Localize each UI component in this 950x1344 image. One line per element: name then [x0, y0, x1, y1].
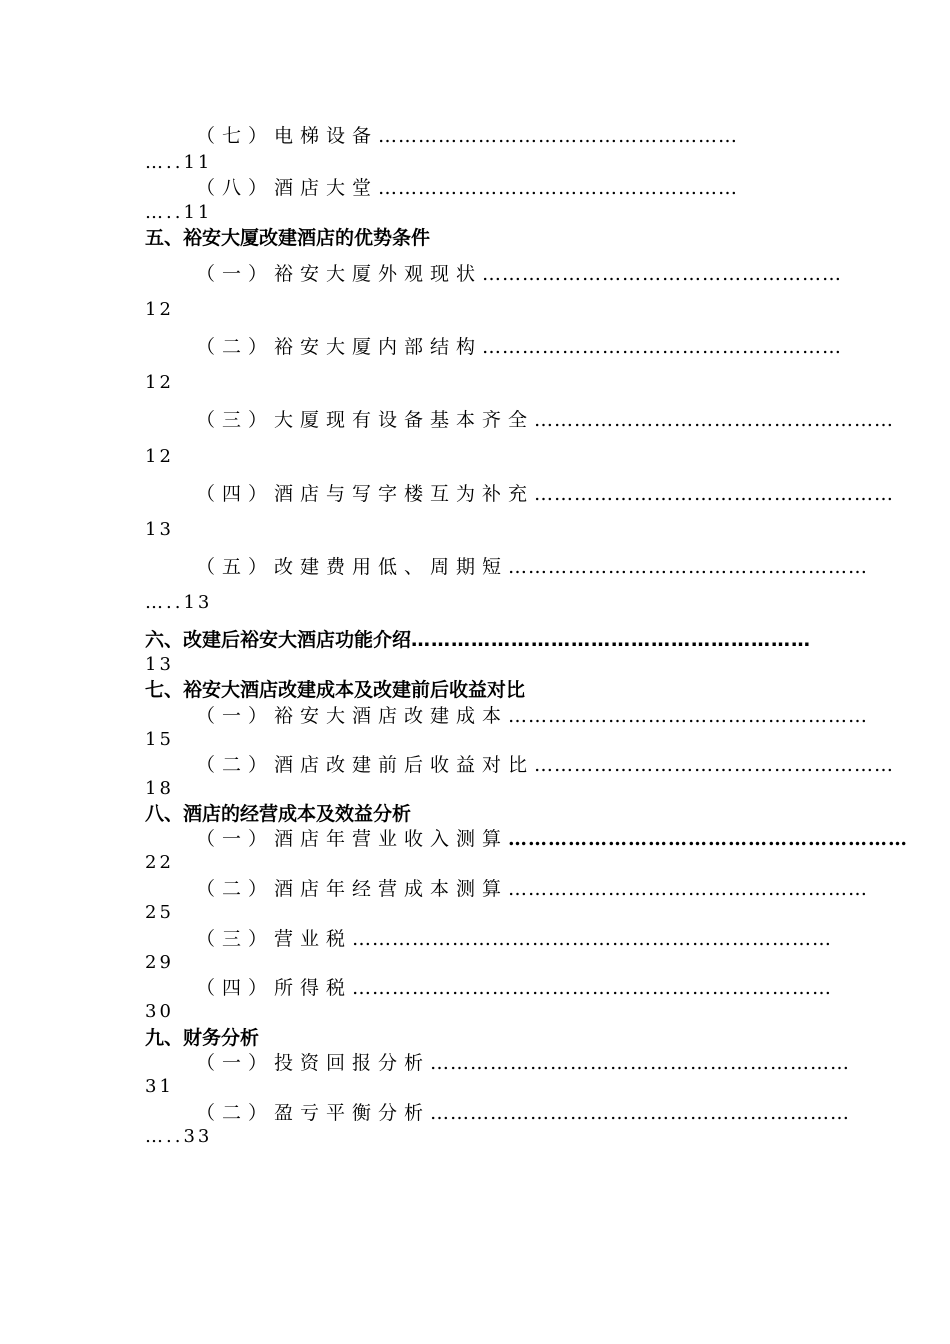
- toc-page-number: 13: [145, 519, 174, 540]
- toc-leader-dots: ………………………………………………………: [430, 1102, 851, 1124]
- toc-entry-8-lobby[interactable]: [196, 176, 805, 200]
- toc-entry-title: （二）裕安大厦内部结构: [196, 336, 483, 358]
- toc-section-7-heading[interactable]: 七、裕安大酒店改建成本及改建前后收益对比: [145, 679, 526, 701]
- toc-entry-title: （三）大厦现有设备基本齐全: [196, 409, 535, 431]
- toc-entry-title: （四）酒店与写字楼互为补充: [196, 483, 535, 505]
- toc-leader-dots: ………………………………………………: [534, 754, 895, 776]
- toc-leader-dots: ………………………………………………: [508, 878, 869, 900]
- toc-page-number: 22: [145, 852, 174, 873]
- toc-section-8-heading[interactable]: 八、酒店的经营成本及效益分析: [145, 803, 412, 825]
- toc-leader-dots: ……………………………………………………: [411, 629, 812, 651]
- toc-entry-title: （二）盈亏平衡分析: [196, 1102, 431, 1124]
- toc-page-number: 31: [145, 1076, 174, 1097]
- toc-leader-dots: ………………………………………………: [482, 336, 843, 358]
- toc-entry-title: （四）所得税: [196, 977, 353, 999]
- toc-entry-title: （七）电梯设备: [196, 125, 379, 147]
- toc-entry-9-2[interactable]: [196, 1101, 851, 1125]
- toc-entry-8-4[interactable]: [196, 976, 833, 1000]
- toc-entry-5-1[interactable]: [196, 262, 843, 286]
- toc-section-5-heading[interactable]: 五、裕安大厦改建酒店的优势条件: [145, 227, 431, 249]
- toc-entry-5-5[interactable]: [196, 555, 869, 579]
- toc-page-number: 18: [145, 778, 174, 799]
- toc-page-number: …..11: [145, 202, 213, 223]
- toc-entry-7-1[interactable]: [196, 704, 869, 728]
- toc-entry-5-4[interactable]: [196, 482, 895, 506]
- toc-page-number: 12: [145, 372, 174, 393]
- toc-leader-dots: ………………………………………………………………: [352, 928, 833, 950]
- toc-entry-title: （一）投资回报分析: [196, 1052, 431, 1074]
- toc-page-number: 13: [145, 654, 174, 675]
- toc-entry-8-2[interactable]: [196, 877, 869, 901]
- toc-page-number: …..33: [145, 1126, 213, 1147]
- toc-entry-9-1[interactable]: [196, 1051, 851, 1075]
- toc-leader-dots: ………………………………………………: [508, 556, 869, 578]
- toc-page-number: 29: [145, 952, 174, 973]
- toc-entry-title: 六、改建后裕安大酒店功能介绍: [145, 629, 412, 651]
- toc-entry-7-2[interactable]: [196, 753, 895, 777]
- toc-section-6[interactable]: [145, 628, 812, 652]
- toc-leader-dots: ………………………………………………: [482, 263, 843, 285]
- toc-entry-5-2[interactable]: [196, 335, 843, 359]
- toc-page-number: 12: [145, 299, 174, 320]
- toc-entry-title: （五）改建费用低、周期短: [196, 556, 509, 578]
- toc-entry-8-3[interactable]: [196, 927, 833, 951]
- toc-page-number: 15: [145, 729, 174, 750]
- toc-page-number: 12: [145, 446, 174, 467]
- toc-page-number: 30: [145, 1001, 174, 1022]
- toc-leader-dots: ………………………………………………………: [430, 1052, 851, 1074]
- toc-entry-title: （二）酒店改建前后收益对比: [196, 754, 535, 776]
- toc-leader-dots: ………………………………………………: [534, 483, 895, 505]
- toc-page-number: …..13: [145, 592, 213, 613]
- toc-leader-dots: ………………………………………………: [378, 125, 739, 147]
- toc-section-9-heading[interactable]: 九、财务分析: [145, 1027, 260, 1049]
- toc-leader-dots: ……………………………………………………: [508, 828, 909, 850]
- toc-leader-dots: ………………………………………………: [534, 409, 895, 431]
- toc-entry-title: （一）裕安大厦外观现状: [196, 263, 483, 285]
- toc-page-number: 25: [145, 902, 174, 923]
- toc-entry-title: （一）酒店年营业收入测算: [196, 828, 509, 850]
- toc-leader-dots: ………………………………………………………………: [352, 977, 833, 999]
- toc-page-number: …..11: [145, 152, 213, 173]
- toc-entry-title: （一）裕安大酒店改建成本: [196, 705, 509, 727]
- toc-leader-dots: ………………………………………………: [378, 177, 739, 199]
- toc-leader-dots: ………………………………………………: [508, 705, 869, 727]
- toc-entry-title: （二）酒店年经营成本测算: [196, 878, 509, 900]
- toc-entry-8-1[interactable]: [196, 827, 909, 851]
- toc-entry-7-elevator[interactable]: [196, 124, 805, 148]
- toc-entry-title: （八）酒店大堂: [196, 177, 379, 199]
- toc-entry-title: （三）营业税: [196, 928, 353, 950]
- toc-entry-5-3[interactable]: [196, 408, 895, 432]
